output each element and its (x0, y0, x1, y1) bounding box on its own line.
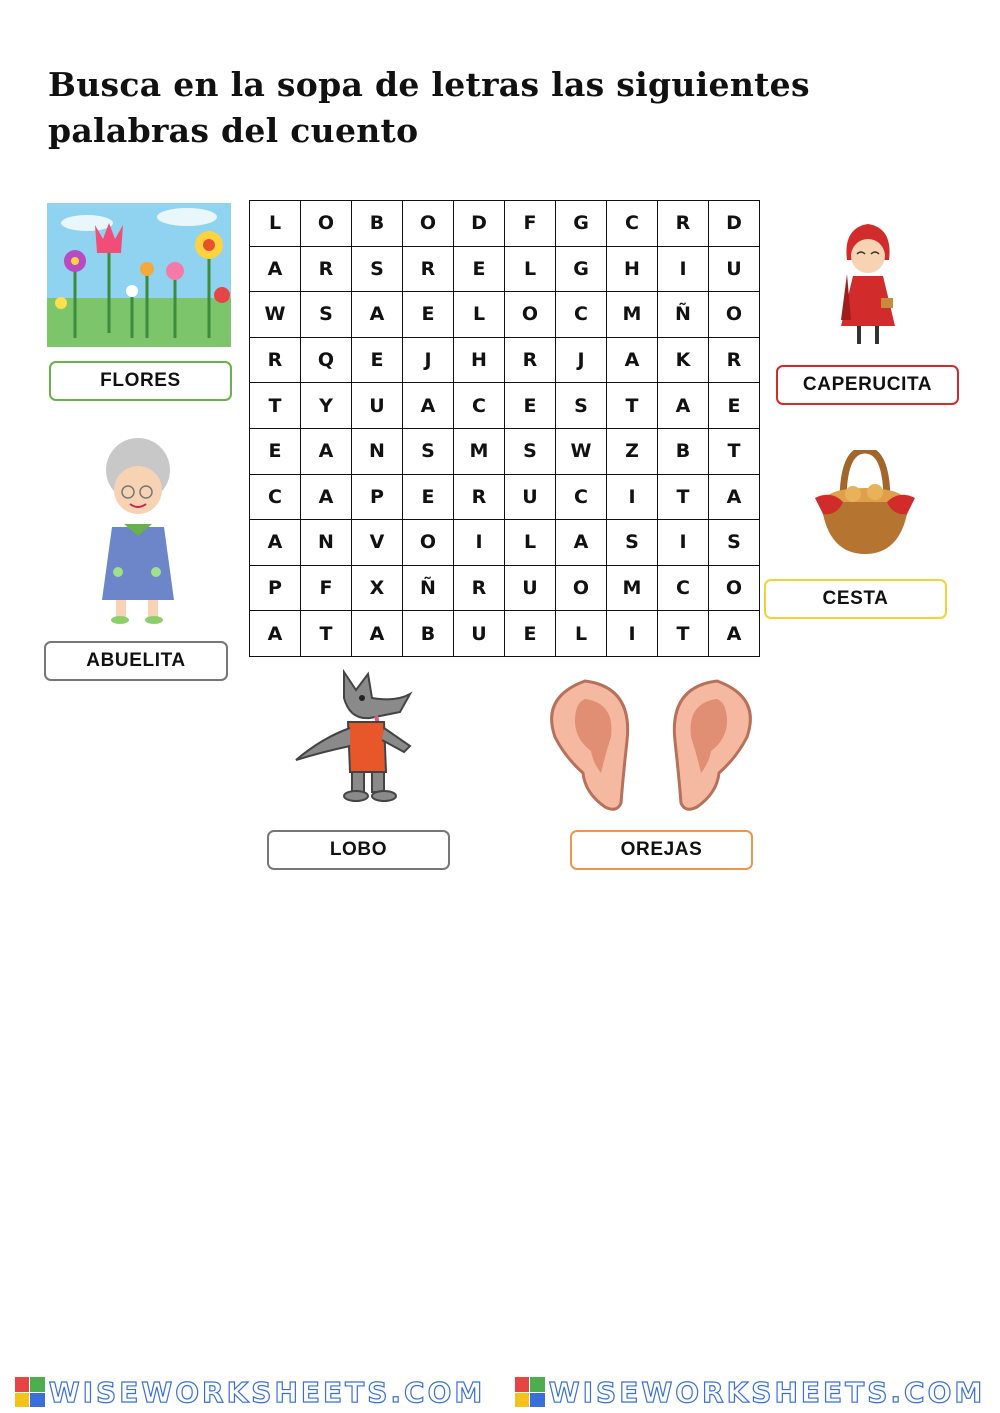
grid-cell: R (301, 246, 352, 292)
grid-cell: Y (301, 383, 352, 429)
grid-cell: E (403, 474, 454, 520)
cesta-label-text: CESTA (822, 588, 889, 609)
flowers-image (47, 203, 231, 347)
orejas-label (570, 830, 753, 870)
footer-brand-text: WISEWORKSHEETS.COM (48, 1375, 486, 1409)
grid-cell: B (658, 428, 709, 474)
lobo-label-text: LOBO (329, 839, 388, 860)
grid-cell: O (709, 292, 760, 338)
grid-cell: A (556, 520, 607, 566)
grid-cell: A (352, 611, 403, 657)
grid-cell: A (352, 292, 403, 338)
grid-row (250, 520, 760, 566)
grid-row (250, 428, 760, 474)
grid-row (250, 565, 760, 611)
grid-cell: R (709, 337, 760, 383)
grid-cell: S (403, 428, 454, 474)
caperucita-label-text: CAPERUCITA (802, 374, 933, 395)
grid-cell: E (352, 337, 403, 383)
flores-label (49, 361, 232, 401)
grid-cell: L (556, 611, 607, 657)
grid-cell: D (709, 201, 760, 247)
grid-cell: L (250, 201, 301, 247)
grid-row (250, 201, 760, 247)
footer-brand-1 (15, 1376, 486, 1409)
grid-cell: A (301, 474, 352, 520)
grid-cell: M (607, 292, 658, 338)
grid-cell: U (352, 383, 403, 429)
grid-cell: L (505, 246, 556, 292)
grid-cell: T (301, 611, 352, 657)
grid-cell: L (505, 520, 556, 566)
grid-cell: M (454, 428, 505, 474)
grid-cell: Ñ (658, 292, 709, 338)
grid-cell: U (505, 474, 556, 520)
grid-cell: I (607, 611, 658, 657)
grid-cell: R (250, 337, 301, 383)
grid-cell: A (250, 246, 301, 292)
grid-cell: Q (301, 337, 352, 383)
grid-cell: A (301, 428, 352, 474)
grid-cell: U (505, 565, 556, 611)
grid-cell: C (556, 474, 607, 520)
grid-cell: I (607, 474, 658, 520)
grid-cell: A (250, 520, 301, 566)
worksheet-title: Busca en la sopa de letras las siguientes palabras del cuento (48, 65, 810, 150)
little-red-riding-hood-image (833, 220, 903, 350)
grid-cell: K (658, 337, 709, 383)
grid-cell: R (658, 201, 709, 247)
footer-brand-2 (515, 1376, 986, 1409)
grid-cell: O (505, 292, 556, 338)
grid-cell: A (250, 611, 301, 657)
grid-cell: O (301, 201, 352, 247)
grid-cell: S (709, 520, 760, 566)
grid-cell: U (454, 611, 505, 657)
grid-cell: S (607, 520, 658, 566)
grid-cell: H (454, 337, 505, 383)
grid-row (250, 611, 760, 657)
footer-brand-text: WISEWORKSHEETS.COM (548, 1375, 986, 1409)
grid-cell: E (709, 383, 760, 429)
grid-cell: L (454, 292, 505, 338)
grid-cell: A (709, 611, 760, 657)
grid-cell: C (658, 565, 709, 611)
grid-row (250, 337, 760, 383)
grid-cell: O (556, 565, 607, 611)
grid-cell: A (658, 383, 709, 429)
grid-cell: V (352, 520, 403, 566)
wolf-image (292, 668, 416, 806)
grid-cell: B (352, 201, 403, 247)
wiseworksheets-logo-icon (15, 1377, 45, 1407)
word-search-grid (249, 200, 760, 657)
grid-cell: B (403, 611, 454, 657)
grid-cell: F (505, 201, 556, 247)
grid-row (250, 383, 760, 429)
grid-cell: J (403, 337, 454, 383)
grid-cell: T (250, 383, 301, 429)
grandmother-image (76, 432, 206, 628)
grid-cell: Ñ (403, 565, 454, 611)
grid-cell: H (607, 246, 658, 292)
grid-cell: W (556, 428, 607, 474)
grid-cell: E (250, 428, 301, 474)
grid-cell: A (709, 474, 760, 520)
grid-cell: W (250, 292, 301, 338)
grid-cell: S (556, 383, 607, 429)
grid-cell: P (352, 474, 403, 520)
grid-cell: O (403, 201, 454, 247)
grid-cell: J (556, 337, 607, 383)
grid-cell: D (454, 201, 505, 247)
grid-cell: R (454, 565, 505, 611)
cesta-label (764, 579, 947, 619)
grid-cell: G (556, 246, 607, 292)
grid-cell: Z (607, 428, 658, 474)
grid-cell: G (556, 201, 607, 247)
grid-row (250, 246, 760, 292)
grid-cell: N (352, 428, 403, 474)
grid-cell: E (505, 383, 556, 429)
grid-row (250, 474, 760, 520)
grid-cell: X (352, 565, 403, 611)
grid-cell: O (709, 565, 760, 611)
grid-row (250, 292, 760, 338)
grid-cell: O (403, 520, 454, 566)
grid-cell: R (403, 246, 454, 292)
abuelita-label-text: ABUELITA (86, 650, 186, 671)
footer-branding (0, 1372, 1000, 1412)
grid-cell: S (505, 428, 556, 474)
grid-cell: T (607, 383, 658, 429)
grid-cell: I (658, 520, 709, 566)
orejas-label-text: OREJAS (620, 839, 703, 860)
grid-cell: F (301, 565, 352, 611)
basket-image (813, 450, 917, 556)
grid-cell: E (454, 246, 505, 292)
grid-cell: R (454, 474, 505, 520)
grid-cell: I (454, 520, 505, 566)
caperucita-label (776, 365, 959, 405)
grid-cell: C (250, 474, 301, 520)
grid-cell: U (709, 246, 760, 292)
grid-cell: E (403, 292, 454, 338)
grid-cell: T (709, 428, 760, 474)
grid-cell: T (658, 611, 709, 657)
grid-cell: A (607, 337, 658, 383)
grid-cell: C (607, 201, 658, 247)
grid-cell: N (301, 520, 352, 566)
ears-image (545, 677, 757, 813)
grid-cell: T (658, 474, 709, 520)
wiseworksheets-logo-icon (515, 1377, 545, 1407)
flores-label-text: FLORES (100, 370, 181, 391)
lobo-label (267, 830, 450, 870)
grid-cell: R (505, 337, 556, 383)
grid-cell: S (352, 246, 403, 292)
grid-cell: P (250, 565, 301, 611)
grid-cell: A (403, 383, 454, 429)
grid-cell: M (607, 565, 658, 611)
abuelita-label (44, 641, 228, 681)
grid-cell: I (658, 246, 709, 292)
grid-cell: S (301, 292, 352, 338)
grid-cell: C (454, 383, 505, 429)
grid-cell: E (505, 611, 556, 657)
grid-cell: C (556, 292, 607, 338)
